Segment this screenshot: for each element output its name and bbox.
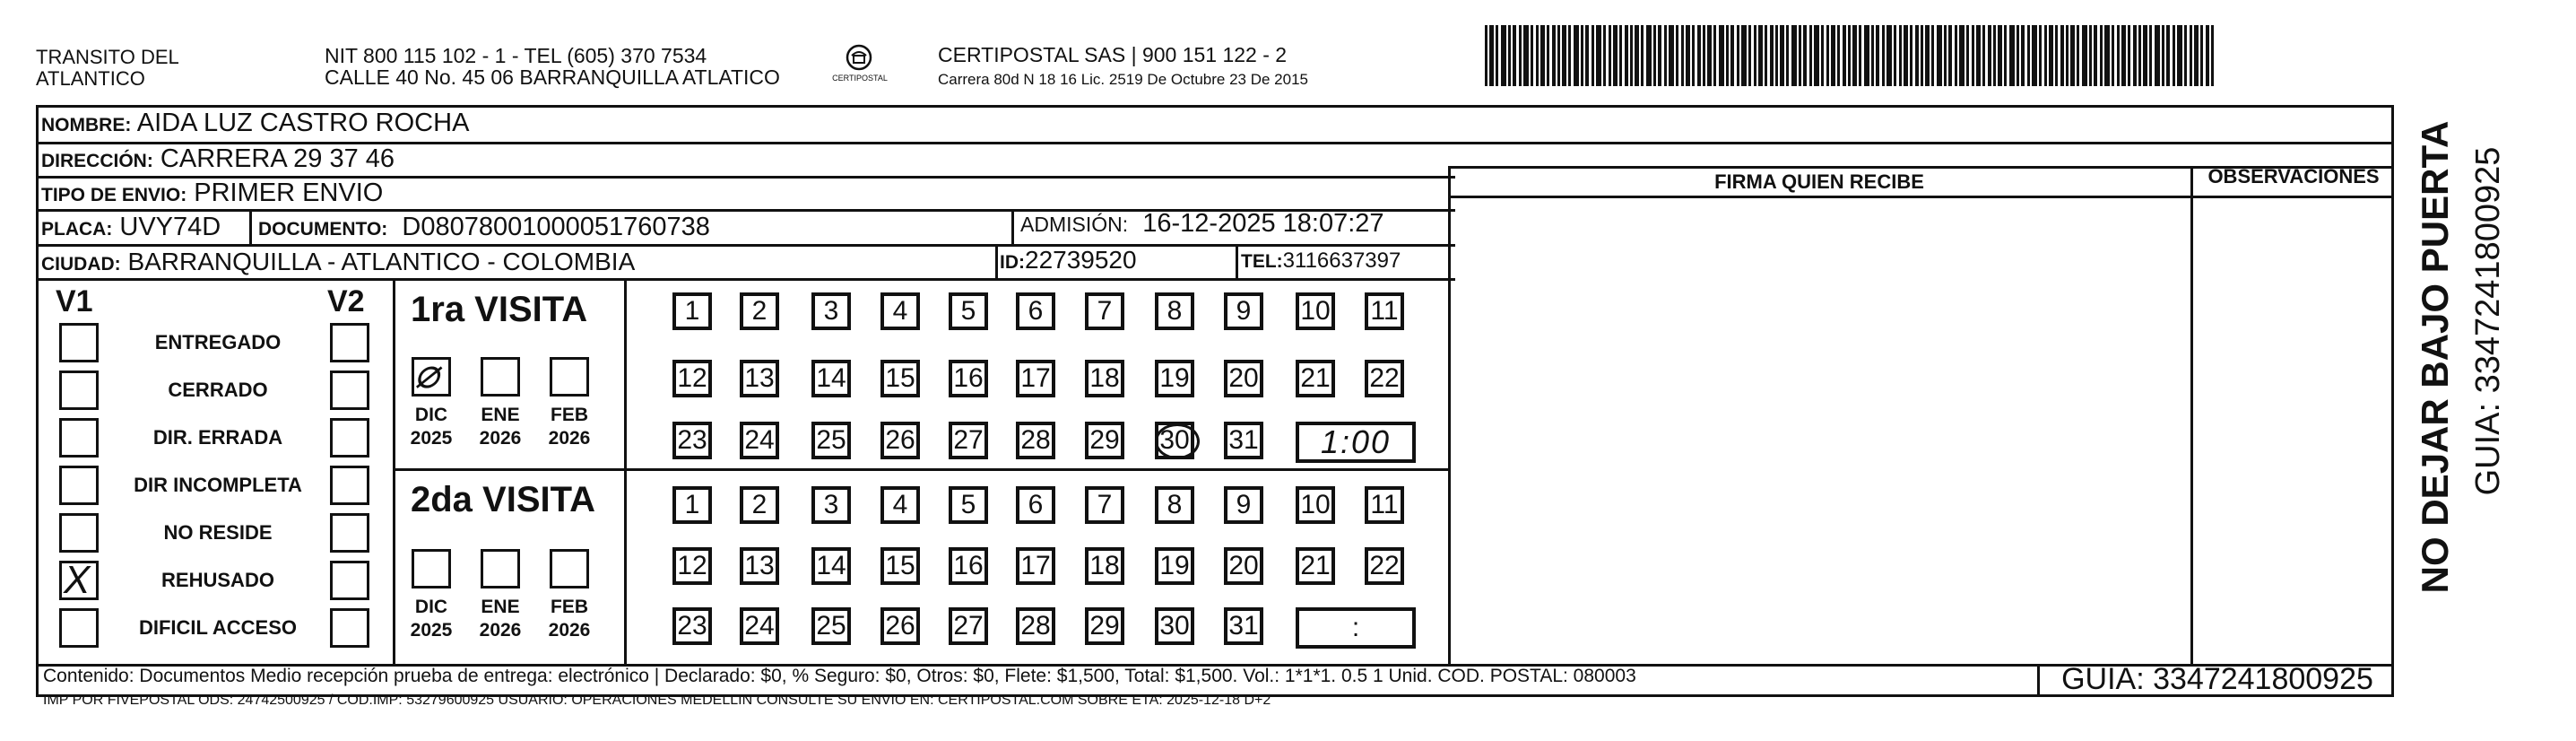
barcode-bar	[1786, 25, 1789, 86]
barcode-bar	[1707, 25, 1712, 86]
barcode-bar	[1775, 25, 1778, 86]
barcode-bar	[1944, 25, 1947, 86]
barcode-bar	[1686, 25, 1690, 86]
month-checkbox[interactable]	[550, 357, 589, 397]
barcode-bar	[2017, 25, 2019, 86]
observaciones-area[interactable]	[2194, 199, 2393, 662]
barcode-bar	[2094, 25, 2097, 86]
barcode-bar	[1568, 25, 1571, 86]
barcode-bar	[2200, 25, 2203, 86]
nombre-value: AIDA LUZ CASTRO ROCHA	[136, 109, 470, 137]
admision-value: 16-12-2025 18:07:27	[1142, 209, 1384, 238]
barcode-bar	[1904, 25, 1908, 86]
barcode-bar	[1581, 25, 1583, 86]
day-cell[interactable]: 13	[740, 547, 779, 585]
barcode-bar	[1557, 25, 1560, 86]
check-mark-x: X	[64, 558, 91, 602]
day-cell[interactable]: 27	[949, 422, 988, 459]
tipo-field	[41, 179, 383, 208]
barcode-bar	[1894, 25, 1896, 86]
month-name: FEB	[551, 405, 588, 425]
day-cell[interactable]: 31	[1224, 422, 1263, 459]
barcode-bar	[1959, 25, 1965, 86]
barcode-bar	[1613, 25, 1618, 86]
documento-label: DOCUMENTO:	[258, 219, 388, 240]
barcode-bar	[1925, 25, 1930, 86]
guia-vertical: GUIA: 3347241800925	[2469, 146, 2507, 496]
barcode-bar	[1791, 25, 1797, 86]
day-cell[interactable]: 25	[811, 607, 851, 645]
v1-label: V1	[56, 284, 93, 318]
courier-license: Carrera 80d N 18 16 Lic. 2519 De Octubre 23 De 2015	[938, 71, 1308, 88]
barcode-bar	[1508, 25, 1511, 86]
month-checkbox[interactable]	[412, 549, 451, 588]
reason-label: ENTREGADO	[154, 331, 282, 353]
month-name: DIC	[414, 405, 448, 425]
day-cell[interactable]: 21	[1296, 360, 1335, 397]
firma-header: FIRMA QUIEN RECIBE	[1714, 170, 1924, 193]
barcode-bar	[2190, 25, 2192, 86]
v1-checkbox[interactable]	[59, 513, 99, 553]
day-cell[interactable]: 12	[672, 547, 712, 585]
barcode-bar	[1859, 25, 1861, 86]
v1-checkbox[interactable]	[59, 323, 99, 362]
barcode-bar	[1972, 25, 1974, 86]
v2-checkbox[interactable]	[330, 418, 369, 458]
day-cell[interactable]: 29	[1085, 422, 1124, 459]
barcode-bar	[2032, 25, 2037, 86]
day-cell[interactable]: 20	[1224, 360, 1263, 397]
barcode-bar	[1726, 25, 1729, 86]
barcode-bar	[2112, 25, 2114, 86]
day-cell[interactable]: 5	[949, 292, 988, 330]
barcode	[1485, 25, 2219, 86]
barcode-bar	[2177, 25, 2182, 86]
barcode-bar	[2166, 25, 2170, 86]
sender-name	[36, 47, 179, 90]
ciudad-value: BARRANQUILLA - ATLANTICO - COLOMBIA	[127, 248, 636, 275]
month-name: ENE	[481, 597, 520, 617]
side-guia-box	[2468, 108, 2512, 538]
month-checkbox[interactable]	[481, 549, 520, 588]
barcode-bar	[1692, 25, 1695, 86]
barcode-bar	[2117, 25, 2120, 86]
barcode-bar	[1982, 25, 1985, 86]
barcode-bar	[1821, 25, 1824, 86]
day-cell[interactable]: 25	[811, 422, 851, 459]
day-cell[interactable]: 16	[949, 360, 988, 397]
admision-label: ADMISIÓN:	[1020, 213, 1129, 236]
v2-checkbox[interactable]	[330, 466, 369, 505]
barcode-bar	[1730, 25, 1734, 86]
barcode-bar	[1646, 25, 1652, 86]
v1-checkbox[interactable]	[59, 558, 99, 602]
day-cell[interactable]: 12	[672, 360, 712, 397]
barcode-bar	[1513, 25, 1516, 86]
month-name: DIC	[414, 597, 448, 617]
day-cell[interactable]: 1	[672, 486, 712, 524]
nombre-label: NOMBRE:	[41, 115, 132, 135]
barcode-bar	[1831, 25, 1835, 86]
tel-label: TEL:	[1241, 251, 1283, 272]
day-cell[interactable]: 28	[1016, 422, 1055, 459]
day-cell[interactable]: 15	[880, 547, 920, 585]
placa-field	[41, 213, 221, 242]
id-value: 22739520	[1025, 246, 1137, 274]
month-checkbox[interactable]	[412, 350, 451, 397]
barcode-bar	[2004, 25, 2007, 86]
barcode-bar	[1596, 25, 1601, 86]
day-cell[interactable]: 21	[1296, 547, 1335, 585]
barcode-bar	[1531, 25, 1533, 86]
day-cell[interactable]: 4	[880, 292, 920, 330]
barcode-bar	[1955, 25, 1957, 86]
barcode-bar	[1988, 25, 1991, 86]
day-cell[interactable]: 26	[880, 422, 920, 459]
month-label	[472, 404, 529, 450]
barcode-bar	[1871, 25, 1874, 86]
sender-contact	[325, 45, 780, 88]
barcode-bar	[1574, 25, 1579, 86]
day-cell[interactable]: 3	[811, 486, 851, 524]
barcode-bar	[1719, 25, 1724, 86]
footer-guia: GUIA: 3347241800925	[2061, 662, 2373, 696]
barcode-bar	[2194, 25, 2199, 86]
barcode-bar	[1780, 25, 1784, 86]
tel-value: 3116637397	[1282, 248, 1401, 273]
day-cell[interactable]: 28	[1016, 607, 1055, 645]
certipostal-logo	[823, 43, 895, 93]
month-year: 2026	[548, 428, 591, 449]
barcode-bar	[1998, 25, 2002, 86]
barcode-bar	[1653, 25, 1656, 86]
day-cell[interactable]: 9	[1224, 486, 1263, 524]
barcode-bar	[1765, 25, 1767, 86]
barcode-bar	[2133, 25, 2137, 86]
barcode-bar	[2143, 25, 2147, 86]
tipo-value: PRIMER ENVIO	[194, 179, 384, 207]
day-cell[interactable]: 14	[811, 547, 851, 585]
day-cell[interactable]: 30	[1155, 422, 1194, 459]
time-cell[interactable]: :	[1296, 607, 1416, 649]
day-cell[interactable]: 27	[949, 607, 988, 645]
barcode-bar	[1536, 25, 1539, 86]
barcode-bar	[1619, 25, 1622, 86]
barcode-bar	[1843, 25, 1846, 86]
ciudad-field	[41, 248, 635, 276]
day-cell[interactable]: 29	[1085, 607, 1124, 645]
day-cell[interactable]: 3	[811, 292, 851, 330]
barcode-bar	[2027, 25, 2030, 86]
barcode-bar	[2206, 25, 2209, 86]
v2-checkbox[interactable]	[330, 513, 369, 553]
barcode-bar	[1803, 25, 1807, 86]
barcode-bar	[1886, 25, 1892, 86]
day-cell[interactable]: 23	[672, 422, 712, 459]
day-cell[interactable]: 1	[672, 292, 712, 330]
barcode-bar	[2077, 25, 2079, 86]
barcode-bar	[1592, 25, 1594, 86]
barcode-bar	[1852, 25, 1857, 86]
barcode-bar	[2082, 25, 2087, 86]
barcode-bar	[1625, 25, 1628, 86]
day-cell[interactable]: 14	[811, 360, 851, 397]
barcode-bar	[2121, 25, 2126, 86]
day-cell[interactable]: 13	[740, 360, 779, 397]
barcode-bar	[1799, 25, 1801, 86]
barcode-bar	[1501, 25, 1506, 86]
barcode-bar	[1931, 25, 1934, 86]
barcode-bar	[1741, 25, 1747, 86]
v1-checkbox[interactable]	[59, 370, 99, 410]
placa-label: PLACA:	[41, 219, 113, 240]
day-cell[interactable]: 5	[949, 486, 988, 524]
month-year: 2025	[410, 428, 453, 449]
barcode-bar	[2138, 25, 2141, 86]
barcode-bar	[2104, 25, 2110, 86]
month-year: 2026	[479, 620, 522, 641]
month-name: FEB	[551, 597, 588, 617]
day-cell[interactable]: 6	[1016, 292, 1055, 330]
barcode-bar	[2009, 25, 2015, 86]
barcode-bar	[2044, 25, 2047, 86]
barcode-bar	[1966, 25, 1969, 86]
month-label	[403, 404, 460, 450]
tipo-label: TIPO DE ENVIO:	[41, 185, 187, 205]
barcode-bar	[2184, 25, 2187, 86]
barcode-bar	[2149, 25, 2152, 86]
day-cell[interactable]: 8	[1155, 486, 1194, 524]
barcode-bar	[2162, 25, 2164, 86]
documento-value: D08078001000051760738	[402, 213, 710, 241]
barcode-bar	[2021, 25, 2025, 86]
barcode-bar	[1876, 25, 1879, 86]
month-year: 2025	[410, 620, 453, 641]
barcode-bar	[1737, 25, 1739, 86]
id-label: ID:	[1000, 252, 1025, 273]
day-cell[interactable]: 16	[949, 547, 988, 585]
barcode-bar	[2060, 25, 2064, 86]
reason-label: NO RESIDE	[163, 521, 273, 544]
barcode-bar	[1519, 25, 1522, 86]
day-cell[interactable]: 2	[740, 486, 779, 524]
day-cell[interactable]: 2	[740, 292, 779, 330]
barcode-bar	[1552, 25, 1556, 86]
courier-name: CERTIPOSTAL SAS | 900 151 122 - 2	[938, 43, 1288, 66]
month-year: 2026	[479, 428, 522, 449]
tel-field	[1241, 248, 1401, 274]
barcode-bar	[1703, 25, 1705, 86]
day-cell[interactable]: 7	[1085, 292, 1124, 330]
barcode-bar	[1669, 25, 1674, 86]
id-field	[1000, 246, 1137, 275]
footer-imp: IMP POR FIVEPOSTAL ODS: 24742500925 / COD.IMP: 53279600925 USUARIO: OPERACIONES MEDELLIN CONSULTE SU ENVIO EN: CERTIPOSTAL.COM SOBRE ETA: 2025-12-18 D+2	[43, 693, 1271, 708]
barcode-bar	[1937, 25, 1942, 86]
observaciones-header: OBSERVACIONES	[2207, 165, 2380, 187]
barcode-bar	[1848, 25, 1851, 86]
day-cell[interactable]: 22	[1365, 360, 1404, 397]
barcode-bar	[1899, 25, 1902, 86]
day-cell[interactable]: 10	[1296, 486, 1335, 524]
barcode-bar	[1562, 25, 1566, 86]
barcode-bar	[1697, 25, 1701, 86]
barcode-bar	[1641, 25, 1644, 86]
direccion-value: CARRERA 29 37 46	[160, 144, 395, 173]
day-cell[interactable]: 20	[1224, 547, 1263, 585]
no-dejar-bajo-puerta: NO DEJAR BAJO PUERTA	[2414, 120, 2456, 594]
day-marked-ring	[1155, 423, 1200, 459]
day-cell[interactable]: 17	[1016, 547, 1055, 585]
barcode-bar	[2039, 25, 2042, 86]
reason-label: DIFICIL ACCESO	[138, 616, 297, 639]
barcode-bar	[1603, 25, 1606, 86]
barcode-bar	[1496, 25, 1498, 86]
day-cell[interactable]: 31	[1224, 607, 1263, 645]
barcode-bar	[2089, 25, 2092, 86]
month-check-mark: ⌀	[414, 350, 439, 397]
barcode-bar	[1676, 25, 1678, 86]
barcode-bar	[2211, 25, 2214, 86]
barcode-bar	[2066, 25, 2069, 86]
visit1-title: 1ra VISITA	[411, 290, 588, 329]
month-label	[472, 596, 529, 642]
barcode-bar	[1758, 25, 1763, 86]
day-cell[interactable]: 26	[880, 607, 920, 645]
day-cell[interactable]: 4	[880, 486, 920, 524]
day-cell[interactable]: 7	[1085, 486, 1124, 524]
v2-checkbox[interactable]	[330, 323, 369, 362]
sender-line1: TRANSITO DEL	[36, 46, 179, 68]
barcode-bar	[1585, 25, 1589, 86]
barcode-bar	[1814, 25, 1819, 86]
courier-info	[938, 43, 1308, 89]
barcode-bar	[1489, 25, 1494, 86]
barcode-bar	[1809, 25, 1812, 86]
day-cell[interactable]: 11	[1365, 486, 1404, 524]
nombre-field	[41, 109, 469, 138]
barcode-bar	[1948, 25, 1952, 86]
month-label	[541, 404, 598, 450]
day-cell[interactable]: 24	[740, 422, 779, 459]
barcode-bar	[1754, 25, 1756, 86]
day-cell[interactable]: 24	[740, 607, 779, 645]
month-checkbox[interactable]	[481, 357, 520, 397]
footer-contenido: Contenido: Documentos Medio recepción prueba de entrega: electrónico | Declarado: $0, % Seguro: $0, Otros: $0, Flete: $1,500, Total: $1,500. Vol.: 1*1*1. 0.5 1 Unid. COD. POSTAL: 080003	[43, 666, 1636, 686]
barcode-bar	[1910, 25, 1912, 86]
sender-address: CALLE 40 No. 45 06 BARRANQUILLA ATLATICO	[325, 65, 780, 89]
v2-checkbox[interactable]	[330, 561, 369, 600]
barcode-bar	[1658, 25, 1661, 86]
documento-field	[258, 213, 710, 242]
reason-label: REHUSADO	[161, 569, 274, 591]
day-cell[interactable]: 17	[1016, 360, 1055, 397]
day-cell[interactable]: 23	[672, 607, 712, 645]
v2-checkbox[interactable]	[330, 370, 369, 410]
day-cell[interactable]: 6	[1016, 486, 1055, 524]
placa-value: UVY74D	[119, 213, 221, 241]
side-warning-box	[2412, 108, 2466, 610]
v2-checkbox[interactable]	[330, 608, 369, 648]
barcode-bar	[1523, 25, 1529, 86]
barcode-bar	[1882, 25, 1885, 86]
barcode-bar	[1837, 25, 1840, 86]
day-cell[interactable]: 19	[1155, 547, 1194, 585]
barcode-bar	[1664, 25, 1667, 86]
barcode-bar	[1864, 25, 1869, 86]
day-cell[interactable]: 19	[1155, 360, 1194, 397]
day-cell[interactable]: 18	[1085, 360, 1124, 397]
barcode-bar	[2049, 25, 2053, 86]
v1-checkbox[interactable]	[59, 608, 99, 648]
barcode-bar	[1540, 25, 1545, 86]
v2-label: V2	[327, 284, 365, 318]
visit2-title: 2da VISITA	[411, 480, 595, 519]
day-cell[interactable]: 8	[1155, 292, 1194, 330]
barcode-bar	[1635, 25, 1639, 86]
month-year: 2026	[548, 620, 591, 641]
logo-text: CERTIPOSTAL	[832, 74, 888, 83]
barcode-bar	[2128, 25, 2130, 86]
barcode-bar	[1748, 25, 1751, 86]
day-cell[interactable]: 22	[1365, 547, 1404, 585]
reason-label: CERRADO	[168, 379, 268, 401]
day-cell[interactable]: 30	[1155, 607, 1194, 645]
barcode-bar	[1547, 25, 1549, 86]
month-checkbox[interactable]	[550, 549, 589, 588]
month-label	[541, 596, 598, 642]
barcode-bar	[2155, 25, 2160, 86]
barcode-bar	[1826, 25, 1829, 86]
sender-line2: ATLANTICO	[36, 67, 145, 90]
handwritten-time: 1:00	[1320, 423, 1392, 460]
barcode-bar	[2173, 25, 2175, 86]
barcode-bar	[1915, 25, 1919, 86]
reason-label: DIR. ERRADA	[152, 426, 283, 449]
barcode-bar	[1713, 25, 1716, 86]
day-cell[interactable]: 11	[1365, 292, 1404, 330]
barcode-bar	[1485, 25, 1487, 86]
time-cell[interactable]	[1296, 422, 1416, 463]
month-label	[403, 596, 460, 642]
barcode-bar	[1630, 25, 1633, 86]
sender-nit: NIT 800 115 102 - 1 - TEL (605) 370 7534	[325, 44, 707, 67]
day-cell[interactable]: 18	[1085, 547, 1124, 585]
barcode-bar	[1609, 25, 1611, 86]
barcode-bar	[2070, 25, 2075, 86]
firma-area[interactable]	[1451, 199, 2190, 662]
reason-label: DIR INCOMPLETA	[134, 474, 302, 496]
barcode-bar	[1770, 25, 1774, 86]
ciudad-label: CIUDAD:	[41, 254, 121, 275]
day-cell[interactable]: 10	[1296, 292, 1335, 330]
day-cell[interactable]: 9	[1224, 292, 1263, 330]
admision-field	[1020, 209, 1384, 239]
direccion-label: DIRECCIÓN:	[41, 151, 153, 171]
barcode-bar	[1976, 25, 1981, 86]
barcode-bar	[2100, 25, 2103, 86]
barcode-bar	[1993, 25, 1996, 86]
direccion-field	[41, 144, 395, 174]
day-cell[interactable]: 15	[880, 360, 920, 397]
v1-checkbox[interactable]	[59, 418, 99, 458]
barcode-bar	[1921, 25, 1923, 86]
v1-checkbox[interactable]	[59, 466, 99, 505]
barcode-bar	[2055, 25, 2058, 86]
barcode-bar	[1681, 25, 1684, 86]
month-name: ENE	[481, 405, 520, 425]
